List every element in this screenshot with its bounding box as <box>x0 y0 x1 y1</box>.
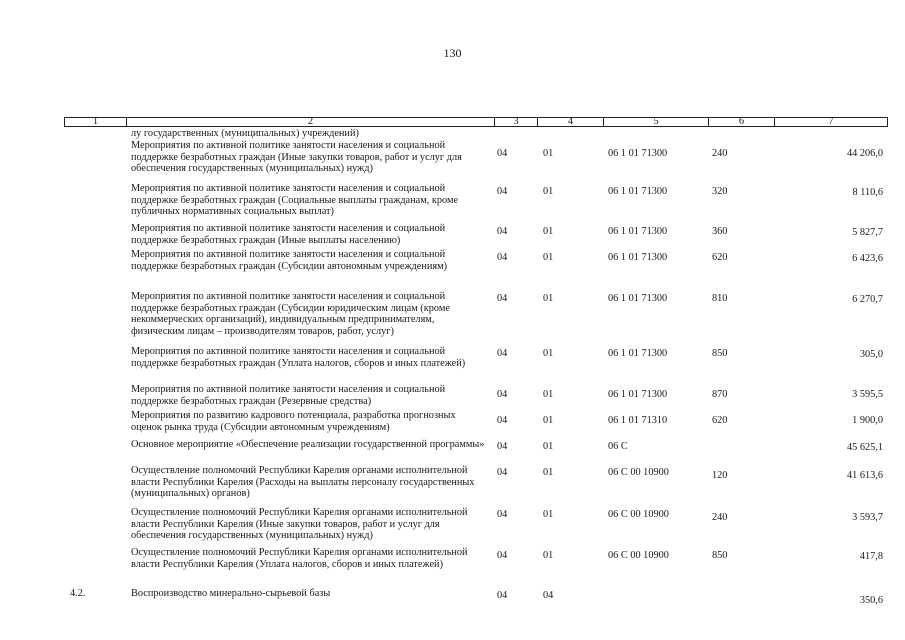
row-target-code: 06 С 00 10900 <box>608 467 669 478</box>
row-expense-type: 850 <box>712 348 728 359</box>
row-amount: 3 595,5 <box>852 389 883 400</box>
row-subsection: 01 <box>543 348 554 359</box>
row-amount: 41 613,6 <box>846 470 883 481</box>
row-target-code: 06 1 01 71300 <box>608 252 668 263</box>
row-name: Мероприятия по активной политике занятости населения и социальной поддержке безработных граждан (Субсидии автономным учреждениям) <box>131 249 448 272</box>
row-name: Воспроизводство минерально-сырьевой базы <box>131 588 331 599</box>
row-section: 04 <box>497 441 508 452</box>
row-name: лу государственных (муниципальных) учреждений) <box>131 128 359 139</box>
header-col-2: 2 <box>307 116 314 127</box>
row-section: 04 <box>497 467 508 478</box>
row-target-code: 06 С <box>608 441 628 452</box>
row-subsection: 01 <box>543 252 554 263</box>
row-expense-type: 320 <box>712 186 728 197</box>
row-amount: 417,8 <box>859 551 883 562</box>
row-subsection: 01 <box>543 441 554 452</box>
row-name: Осуществление полномочий Республики Карелия органами исполнительной власти Республики Карелия (Расходы на выплаты персоналу государственных (муниципальных) органов) <box>131 465 475 500</box>
row-amount: 6 270,7 <box>852 294 883 305</box>
row-section: 04 <box>497 590 508 601</box>
row-amount: 305,0 <box>859 349 883 360</box>
row-section: 04 <box>497 509 508 520</box>
header-col-7: 7 <box>828 116 834 127</box>
row-name: Мероприятия по активной политике занятости населения и социальной поддержке безработных граждан (Уплата налогов, сборов и иных платежей) <box>131 346 466 369</box>
header-col-1: 1 <box>92 116 99 127</box>
row-target-code: 06 1 01 71300 <box>608 389 668 400</box>
header-col-4: 4 <box>567 116 574 127</box>
row-target-code: 06 С 00 10900 <box>608 509 669 520</box>
row-amount: 6 423,6 <box>852 253 883 264</box>
row-expense-type: 360 <box>712 226 728 237</box>
row-section: 04 <box>497 415 508 426</box>
row-section: 04 <box>497 148 508 159</box>
row-amount: 45 625,1 <box>846 442 883 453</box>
row-number: 4.2. <box>70 588 86 599</box>
row-name: Мероприятия по активной политике занятости населения и социальной поддержке безработных граждан (Резервные средства) <box>131 384 446 407</box>
page-number: 130 <box>443 46 462 60</box>
row-subsection: 01 <box>543 186 554 197</box>
row-expense-type: 870 <box>712 389 728 400</box>
row-target-code: 06 С 00 10900 <box>608 550 669 561</box>
row-expense-type: 620 <box>712 415 728 426</box>
row-amount: 8 110,6 <box>852 187 883 198</box>
row-expense-type: 850 <box>712 550 728 561</box>
header-col-3: 3 <box>513 116 519 127</box>
row-expense-type: 620 <box>712 252 728 263</box>
row-amount: 3 593,7 <box>852 512 883 523</box>
row-target-code: 06 1 01 71300 <box>608 226 668 237</box>
row-target-code: 06 1 01 71300 <box>608 186 668 197</box>
row-name: Основное мероприятие «Обеспечение реализации государственной программы» <box>131 439 485 450</box>
row-section: 04 <box>497 348 508 359</box>
row-target-code: 06 1 01 71300 <box>608 293 668 304</box>
row-subsection: 01 <box>543 293 554 304</box>
row-name: Осуществление полномочий Республики Карелия органами исполнительной власти Республики Карелия (Уплата налогов, сборов и иных платежей) <box>131 547 468 570</box>
row-section: 04 <box>497 252 508 263</box>
row-amount: 5 827,7 <box>852 227 883 238</box>
row-subsection: 01 <box>543 148 554 159</box>
row-subsection: 01 <box>543 389 554 400</box>
row-section: 04 <box>497 186 508 197</box>
row-amount: 350,6 <box>859 595 883 606</box>
row-target-code: 06 1 01 71310 <box>608 415 668 426</box>
row-target-code: 06 1 01 71300 <box>608 148 668 159</box>
row-amount: 44 206,0 <box>846 148 883 159</box>
row-name: Мероприятия по активной политике занятости населения и социальной поддержке безработных граждан (Иные закупки товаров, работ и услуг для обеспечения государственных (муниципальных) нужд) <box>131 140 462 175</box>
row-expense-type: 240 <box>712 512 728 523</box>
row-expense-type: 810 <box>712 293 728 304</box>
table-column-header <box>64 117 888 127</box>
row-expense-type: 240 <box>712 148 728 159</box>
row-target-code: 06 1 01 71300 <box>608 348 668 359</box>
row-amount: 1 900,0 <box>852 415 883 426</box>
row-name: Осуществление полномочий Республики Карелия органами исполнительной власти Республики Карелия (Иные закупки товаров, работ и услуг для обеспечения государственных (муниципальных) нужд) <box>131 507 468 542</box>
header-col-6: 6 <box>738 116 745 127</box>
row-subsection: 01 <box>543 226 554 237</box>
row-subsection: 01 <box>543 415 554 426</box>
row-section: 04 <box>497 293 508 304</box>
row-expense-type: 120 <box>712 470 728 481</box>
row-section: 04 <box>497 226 508 237</box>
row-subsection: 01 <box>543 509 554 520</box>
header-col-5: 5 <box>653 116 659 127</box>
row-subsection: 01 <box>543 550 554 561</box>
row-subsection: 01 <box>543 467 554 478</box>
row-subsection: 04 <box>543 590 554 601</box>
row-name: Мероприятия по активной политике занятости населения и социальной поддержке безработных граждан (Субсидии юридическим лицам (кроме некоммерческих организаций), индивидуальным предпринимателям, физическим лицам – производителям товаров, работ, услуг) <box>131 291 450 337</box>
row-name: Мероприятия по активной политике занятости населения и социальной поддержке безработных граждан (Иные выплаты населению) <box>131 223 446 246</box>
row-section: 04 <box>497 550 508 561</box>
row-name: Мероприятия по активной политике занятости населения и социальной поддержке безработных граждан (Социальные выплаты гражданам, кроме публичных нормативных социальных выплат) <box>131 183 459 218</box>
row-name: Мероприятия по развитию кадрового потенциала, разработка прогнозных оценок рынка труда (Субсидии автономным учреждениям) <box>131 410 456 433</box>
row-section: 04 <box>497 389 508 400</box>
